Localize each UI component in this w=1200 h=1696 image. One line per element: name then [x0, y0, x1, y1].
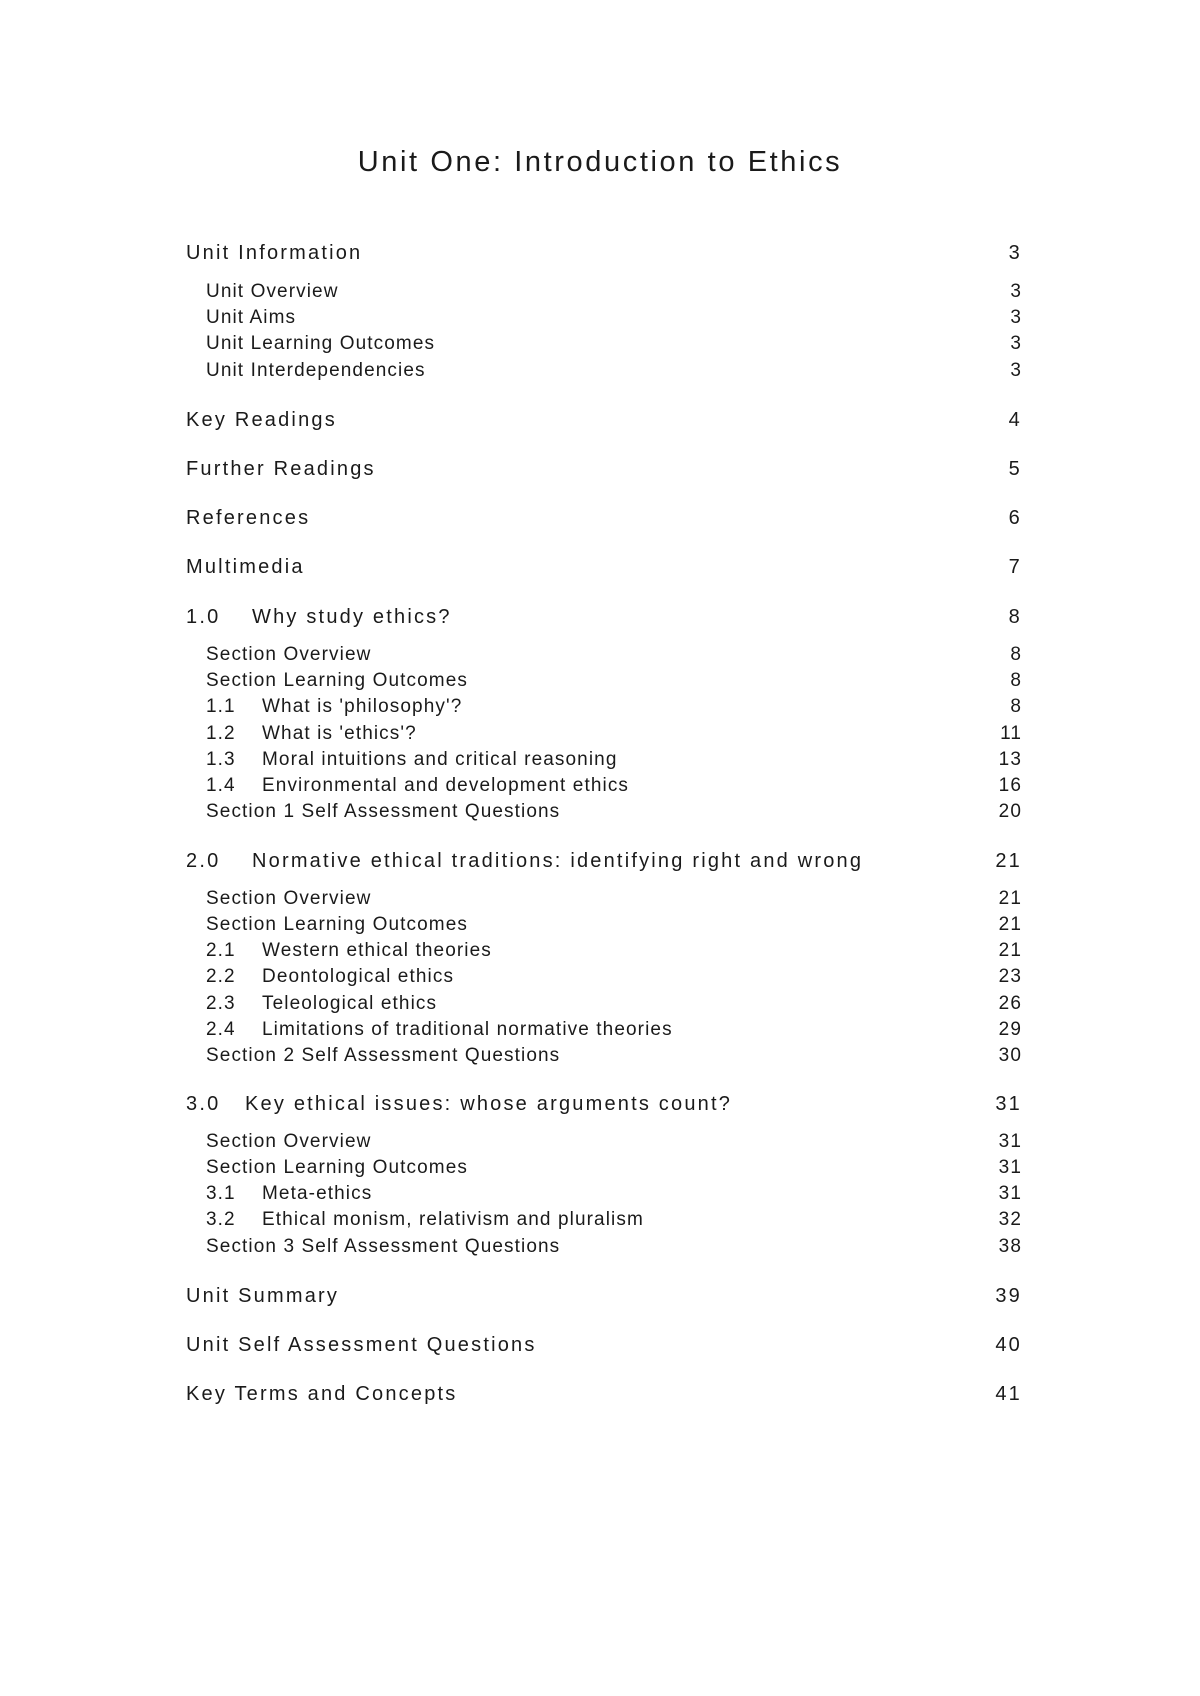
- toc-subentry: [186, 720, 1022, 748]
- toc-entry-text: [186, 406, 337, 434]
- toc-entry-text: [206, 357, 426, 385]
- toc-subentry: [186, 1128, 1022, 1156]
- toc-page-number: 5: [1008, 458, 1022, 480]
- toc-entry-label: Further Readings: [186, 458, 376, 480]
- toc-entry: [186, 603, 1022, 631]
- toc-entry-label: Ethical monism, relativism and pluralism: [262, 1209, 644, 1230]
- toc-page-number: 21: [995, 850, 1022, 872]
- toc-entry: [186, 504, 1022, 532]
- toc-page-number: 13: [998, 749, 1022, 770]
- toc-subentry: [186, 798, 1022, 826]
- toc-page-number: 31: [998, 1131, 1022, 1152]
- toc-entry-label: Deontological ethics: [262, 966, 455, 987]
- toc-subentry: [186, 641, 1022, 669]
- toc-entry-label: Limitations of traditional normative theories: [262, 1019, 673, 1040]
- toc-page-number: 30: [998, 1045, 1022, 1066]
- toc-entry-text: [186, 1331, 537, 1359]
- toc-section-number: 3.0: [186, 1093, 221, 1115]
- toc-entry-text: [206, 963, 454, 991]
- toc-page-number: 38: [998, 1236, 1022, 1257]
- toc-entry-label: Multimedia: [186, 556, 305, 578]
- toc-entry-label: Section 2 Self Assessment Questions: [206, 1045, 561, 1066]
- document-title: Unit One: Introduction to Ethics: [357, 146, 843, 178]
- toc-entry: [186, 847, 1022, 875]
- toc-entry-text: [206, 885, 371, 913]
- toc-entry-label: Unit Self Assessment Questions: [186, 1334, 537, 1356]
- toc-entry: [186, 239, 1022, 267]
- toc-subentry: [186, 885, 1022, 913]
- toc-entry-text: [206, 330, 435, 358]
- toc-entry-label: Key ethical issues: whose arguments count?: [245, 1093, 733, 1115]
- toc-page-number: 4: [1008, 409, 1022, 431]
- toc-entry-label: Section 1 Self Assessment Questions: [206, 801, 561, 822]
- toc-entry-label: Unit Information: [186, 242, 363, 264]
- toc-entry-label: Unit Interdependencies: [206, 360, 426, 381]
- toc-entry-label: Unit Learning Outcomes: [206, 333, 436, 354]
- toc-subentry: [186, 1233, 1022, 1261]
- toc-entry-label: Meta-ethics: [262, 1183, 373, 1204]
- toc-section-number: 1.3: [206, 749, 236, 770]
- toc-entry-label: Key Terms and Concepts: [186, 1383, 458, 1405]
- toc-entry-text: [186, 847, 863, 875]
- toc-entry-label: Unit Summary: [186, 1285, 340, 1307]
- toc-page-number: 41: [995, 1383, 1022, 1405]
- toc-entry-label: Western ethical theories: [262, 940, 492, 961]
- toc-entry-text: [206, 1016, 673, 1044]
- toc-entry-text: [186, 1090, 732, 1118]
- toc-subentry: [186, 937, 1022, 965]
- toc-page-number: 32: [998, 1209, 1022, 1230]
- toc-page-number: 3: [1010, 307, 1022, 328]
- toc-page-number: 3: [1010, 281, 1022, 302]
- toc-page-number: 8: [1010, 644, 1022, 665]
- toc-entry: [186, 553, 1022, 581]
- toc-entry-label: What is 'ethics'?: [262, 723, 417, 744]
- toc-entry-label: Normative ethical traditions: identifying right and wrong: [252, 850, 864, 872]
- toc-page-number: 8: [1010, 670, 1022, 691]
- toc-entry-label: Teleological ethics: [262, 993, 438, 1014]
- toc-entry-text: [206, 1128, 371, 1156]
- toc-subentry: [186, 278, 1022, 306]
- toc-entry-label: Section 3 Self Assessment Questions: [206, 1236, 561, 1257]
- toc-entry-text: [206, 746, 618, 774]
- toc-section-number: 2.3: [206, 993, 236, 1014]
- toc-subentry: [186, 963, 1022, 991]
- toc-entry-text: [186, 553, 305, 581]
- toc-entry-label: Why study ethics?: [252, 606, 452, 628]
- toc-entry-text: [206, 1154, 468, 1182]
- toc-entry-text: [206, 278, 339, 306]
- toc-entry-text: [206, 667, 468, 695]
- toc-page-number: 8: [1008, 606, 1022, 628]
- toc-subentry: [186, 1180, 1022, 1208]
- toc-entry: [186, 1282, 1022, 1310]
- toc-entry-label: Section Overview: [206, 1131, 372, 1152]
- toc-page-number: 23: [998, 966, 1022, 987]
- toc-section-number: 2.0: [186, 850, 221, 872]
- toc-page-number: 7: [1008, 556, 1022, 578]
- toc-entry-label: Section Learning Outcomes: [206, 670, 468, 691]
- toc-page-number: 3: [1010, 360, 1022, 381]
- toc-subentry: [186, 330, 1022, 358]
- toc-entry-label: Unit Aims: [206, 307, 297, 328]
- toc-page-number: 21: [998, 940, 1022, 961]
- toc-subentry: [186, 357, 1022, 385]
- toc-page-number: 21: [998, 888, 1022, 909]
- toc-subentry: [186, 990, 1022, 1018]
- toc-entry-label: References: [186, 507, 311, 529]
- toc-entry-text: [186, 239, 362, 267]
- toc-entry-text: [206, 911, 468, 939]
- toc-entry: [186, 455, 1022, 483]
- toc-page-number: 3: [1008, 242, 1022, 264]
- toc-entry-text: [186, 1380, 457, 1408]
- toc-page-number: 6: [1008, 507, 1022, 529]
- toc-entry-label: Section Learning Outcomes: [206, 1157, 468, 1178]
- toc-section-number: 1.2: [206, 723, 236, 744]
- toc-entry-text: [206, 641, 371, 669]
- toc-page-number: 39: [995, 1285, 1022, 1307]
- toc-subentry: [186, 304, 1022, 332]
- toc-section-number: 2.1: [206, 940, 236, 961]
- toc-entry-label: Section Overview: [206, 888, 372, 909]
- toc-subentry: [186, 667, 1022, 695]
- toc-section-number: 1.4: [206, 775, 236, 796]
- toc-entry-text: [206, 1206, 644, 1234]
- toc-entry: [186, 406, 1022, 434]
- toc-section-number: 2.4: [206, 1019, 236, 1040]
- toc-page-number: 20: [998, 801, 1022, 822]
- toc-subentry: [186, 693, 1022, 721]
- toc-entry-label: Moral intuitions and critical reasoning: [262, 749, 618, 770]
- toc-section-number: 1.1: [206, 696, 236, 717]
- toc-page-number: 26: [998, 993, 1022, 1014]
- toc-page-number: 31: [995, 1093, 1022, 1115]
- toc-entry-text: [206, 1233, 560, 1261]
- toc-entry: [186, 1331, 1022, 1359]
- toc-section-number: 1.0: [186, 606, 221, 628]
- toc-subentry: [186, 1206, 1022, 1234]
- toc-entry-text: [206, 693, 462, 721]
- toc-subentry: [186, 772, 1022, 800]
- toc-entry-label: Section Overview: [206, 644, 372, 665]
- toc-entry-text: [206, 772, 629, 800]
- toc-entry-text: [206, 304, 296, 332]
- toc-entry-text: [206, 720, 417, 748]
- toc-entry-text: [186, 1282, 339, 1310]
- toc-page-number: 40: [995, 1334, 1022, 1356]
- toc-entry-text: [206, 1180, 372, 1208]
- toc-entry-text: [206, 1042, 560, 1070]
- toc-entry: [186, 1090, 1022, 1118]
- toc-entry-text: [206, 798, 560, 826]
- toc-entry-text: [206, 990, 437, 1018]
- toc-subentry: [186, 746, 1022, 774]
- toc-page-number: 8: [1010, 696, 1022, 717]
- toc-entry-label: Unit Overview: [206, 281, 339, 302]
- toc-page-number: 29: [998, 1019, 1022, 1040]
- toc-page-number: 11: [1000, 723, 1022, 744]
- toc-subentry: [186, 1154, 1022, 1182]
- toc-page-number: 21: [998, 914, 1022, 935]
- toc-entry-label: Environmental and development ethics: [262, 775, 630, 796]
- toc-page-number: 31: [998, 1157, 1022, 1178]
- toc-section-number: 3.1: [206, 1183, 236, 1204]
- toc-section-number: 2.2: [206, 966, 236, 987]
- toc-page-number: 16: [998, 775, 1022, 796]
- toc-subentry: [186, 1042, 1022, 1070]
- toc-section-number: 3.2: [206, 1209, 236, 1230]
- toc-subentry: [186, 911, 1022, 939]
- toc-entry-label: Key Readings: [186, 409, 337, 431]
- toc-page-number: 3: [1010, 333, 1022, 354]
- toc-entry-text: [206, 937, 492, 965]
- toc-entry-text: [186, 603, 452, 631]
- toc-entry: [186, 1380, 1022, 1408]
- toc-subentry: [186, 1016, 1022, 1044]
- toc-entry-label: What is 'philosophy'?: [262, 696, 463, 717]
- toc-entry-label: Section Learning Outcomes: [206, 914, 468, 935]
- toc-entry-text: [186, 455, 376, 483]
- toc-page-number: 31: [998, 1183, 1022, 1204]
- toc-entry-text: [186, 504, 310, 532]
